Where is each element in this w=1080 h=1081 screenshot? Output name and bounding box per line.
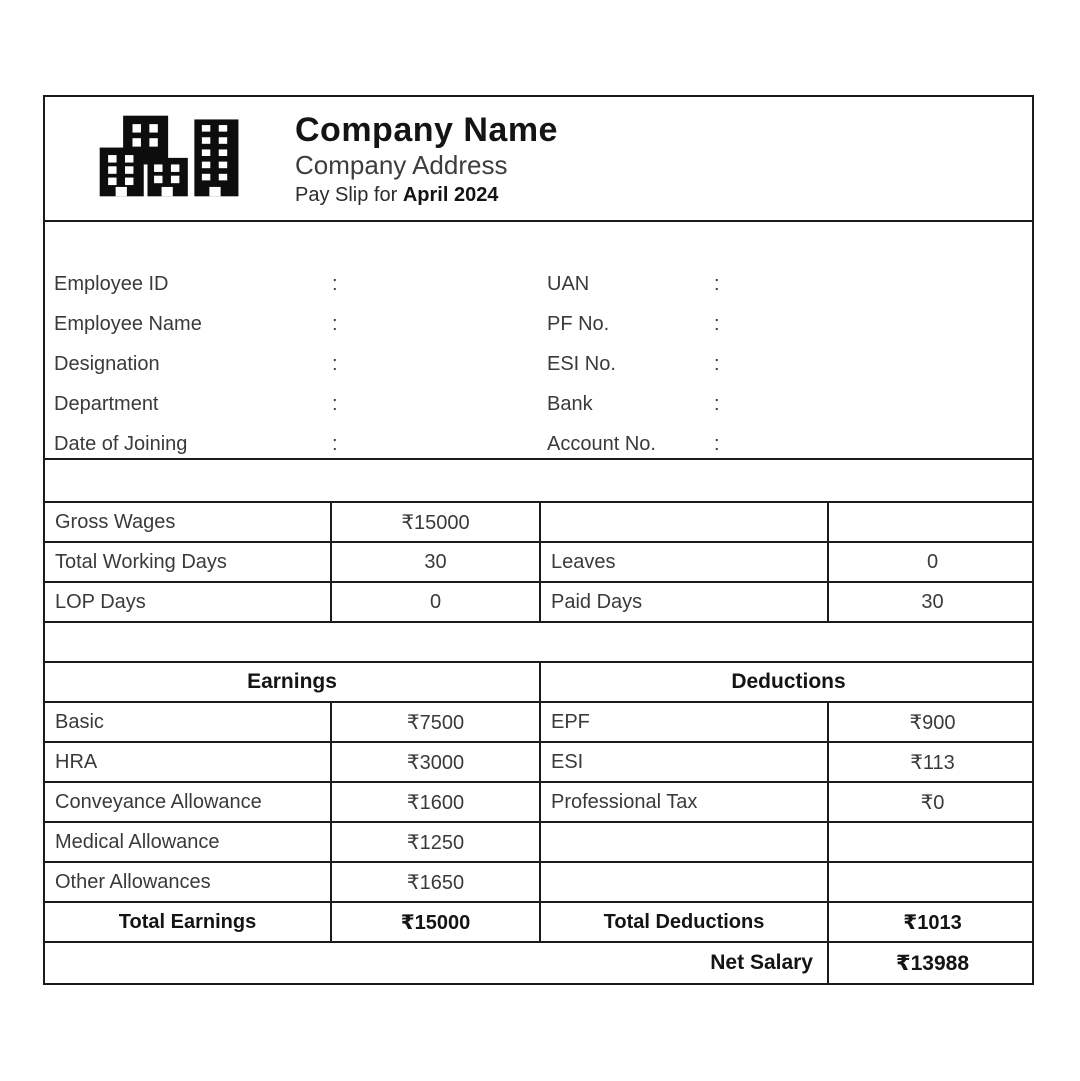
table-row bbox=[45, 743, 1032, 783]
table-row bbox=[45, 703, 1032, 743]
detail-separator: : bbox=[714, 272, 720, 295]
detail-label: Bank bbox=[547, 392, 593, 415]
deductions-header: Deductions bbox=[539, 663, 1036, 701]
detail-separator: : bbox=[714, 432, 720, 455]
totals-row bbox=[45, 903, 1032, 943]
employee-details-section bbox=[45, 222, 1032, 460]
detail-separator: : bbox=[714, 312, 720, 335]
table-cell: Paid Days bbox=[539, 583, 827, 621]
table-cell bbox=[827, 503, 1036, 541]
detail-row bbox=[45, 424, 1032, 464]
total-earnings-label: Total Earnings bbox=[118, 910, 257, 933]
table-cell bbox=[827, 863, 1036, 901]
table-row bbox=[45, 503, 1032, 543]
table-cell: 0 bbox=[330, 583, 539, 621]
table-row bbox=[45, 783, 1032, 823]
detail-label: UAN bbox=[547, 272, 590, 295]
net-salary-value: ₹13988 bbox=[827, 943, 1036, 983]
table-row bbox=[45, 823, 1032, 863]
detail-label: Employee ID bbox=[54, 272, 169, 295]
table-cell: ₹15000 bbox=[330, 503, 539, 541]
table-cell: Gross Wages bbox=[55, 510, 176, 533]
table-row bbox=[45, 583, 1032, 623]
company-logo bbox=[45, 112, 295, 205]
table-cell: ₹1250 bbox=[330, 823, 539, 861]
table-row bbox=[45, 543, 1032, 583]
detail-separator: : bbox=[332, 432, 338, 455]
detail-label: Employee Name bbox=[54, 312, 202, 335]
table-cell: LOP Days bbox=[55, 590, 146, 613]
table-cell: Basic bbox=[55, 710, 104, 733]
table-cell: Medical Allowance bbox=[55, 830, 220, 853]
spacer-band bbox=[45, 623, 1032, 663]
table-cell: ESI bbox=[539, 743, 827, 781]
table-cell bbox=[539, 503, 827, 541]
detail-label: Date of Joining bbox=[54, 432, 188, 455]
detail-separator: : bbox=[714, 392, 720, 415]
table-row bbox=[45, 863, 1032, 903]
earnings-deductions-header bbox=[45, 663, 1032, 703]
total-earnings-value: ₹15000 bbox=[330, 903, 539, 941]
detail-row bbox=[45, 384, 1032, 424]
payslip-period: April 2024 bbox=[402, 184, 499, 207]
header-text bbox=[295, 110, 1032, 208]
table-cell bbox=[827, 823, 1036, 861]
table-cell: Total Working Days bbox=[55, 550, 227, 573]
table-cell: Leaves bbox=[539, 543, 827, 581]
total-deductions-value: ₹1013 bbox=[827, 903, 1036, 941]
table-cell: ₹7500 bbox=[330, 703, 539, 741]
table-cell bbox=[539, 863, 827, 901]
table-cell: HRA bbox=[55, 750, 98, 773]
earnings-header: Earnings bbox=[247, 670, 337, 693]
detail-label: Account No. bbox=[547, 432, 656, 455]
wages-table bbox=[45, 503, 1032, 623]
detail-label: PF No. bbox=[547, 312, 610, 335]
payslip-header bbox=[45, 97, 1032, 222]
spacer-band bbox=[45, 460, 1032, 503]
detail-label: Designation bbox=[54, 352, 160, 375]
table-cell bbox=[539, 823, 827, 861]
detail-separator: : bbox=[714, 352, 720, 375]
table-cell: ₹3000 bbox=[330, 743, 539, 781]
company-name: Company Name bbox=[295, 110, 558, 149]
net-salary-row bbox=[45, 943, 1032, 983]
net-salary-label: Net Salary bbox=[710, 951, 813, 974]
payslip-document bbox=[43, 95, 1034, 985]
detail-separator: : bbox=[332, 272, 338, 295]
table-cell: EPF bbox=[539, 703, 827, 741]
detail-label: Department bbox=[54, 392, 159, 415]
table-cell: ₹0 bbox=[827, 783, 1036, 821]
detail-separator: : bbox=[332, 352, 338, 375]
buildings-icon bbox=[95, 112, 245, 205]
table-cell: ₹1600 bbox=[330, 783, 539, 821]
company-address: Company Address bbox=[295, 149, 508, 180]
table-cell: Conveyance Allowance bbox=[55, 790, 262, 813]
table-cell: ₹900 bbox=[827, 703, 1036, 741]
payslip-prefix: Pay Slip for bbox=[295, 184, 403, 207]
table-cell: ₹113 bbox=[827, 743, 1036, 781]
total-deductions-label: Total Deductions bbox=[539, 903, 827, 941]
detail-separator: : bbox=[332, 312, 338, 335]
detail-row bbox=[45, 304, 1032, 344]
table-cell: Other Allowances bbox=[55, 870, 211, 893]
table-cell: Professional Tax bbox=[539, 783, 827, 821]
detail-row bbox=[45, 264, 1032, 304]
earnings-deductions-table bbox=[45, 663, 1032, 983]
table-cell: 30 bbox=[827, 583, 1036, 621]
table-cell: 30 bbox=[330, 543, 539, 581]
table-cell: 0 bbox=[827, 543, 1036, 581]
table-cell: ₹1650 bbox=[330, 863, 539, 901]
detail-row bbox=[45, 344, 1032, 384]
detail-label: ESI No. bbox=[547, 352, 616, 375]
detail-separator: : bbox=[332, 392, 338, 415]
payslip-period-line bbox=[295, 184, 1032, 207]
